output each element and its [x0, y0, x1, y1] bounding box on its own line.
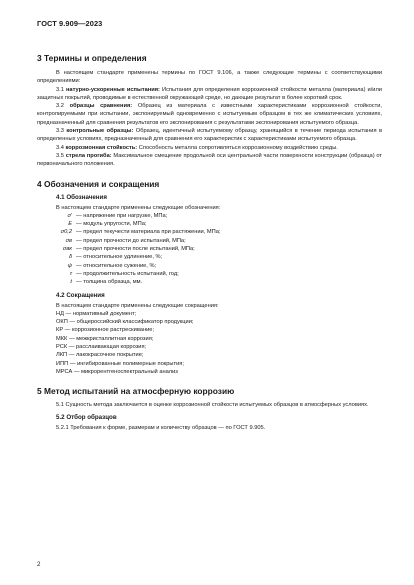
- subsection-4-1-intro: В настоящем стандарте применены следующие обозначения:: [56, 204, 221, 211]
- section-5-title: 5 Метод испытаний на атмосферную коррозию: [37, 386, 235, 397]
- page-content: [37, 53, 382, 432]
- term-3-2: [37, 102, 382, 127]
- term-definition: Образец из материала с известными характеристиками коррозионной стойкости, контролируемыми при испытании, экспонируемый одновременно с испытуемым образцом в тех же климатических условиях, предназначенный для сравнения результатов его экспонирования с результатами экспонирования испытуемого образца.: [37, 103, 382, 126]
- symbol: σ′: [67, 212, 72, 219]
- document-header: ГОСТ 9.909—2023: [37, 19, 103, 28]
- term-3-5: [37, 152, 382, 169]
- term-3-1: [37, 86, 382, 103]
- symbol: E: [68, 221, 72, 228]
- term-number: 3.5: [56, 152, 64, 159]
- term-name: образцы сравнения:: [69, 103, 133, 110]
- subsection-4-2-intro: В настоящем стандарте применены следующие сокращения:: [56, 302, 219, 309]
- symbol-row: [37, 220, 382, 228]
- term-definition: Способность металла сопротивляться коррозионному воздействию среды.: [138, 144, 338, 151]
- symbol-row: [37, 212, 382, 220]
- term-name: натурно-ускоренные испытания:: [65, 86, 160, 93]
- symbol-row: [37, 237, 382, 245]
- symbol-row: [37, 253, 382, 261]
- paragraph-5-1: 5.1 Сущность метода заключается в оценке коррозионной стойкости испытуемых образцов в атмосферных условиях.: [56, 402, 369, 409]
- symbol-description: — толщина образца, мм.: [76, 279, 143, 286]
- abbreviation-item: КР — коррозионное растрескивание;: [56, 327, 155, 334]
- term-name: коррозионная стойкость:: [65, 144, 138, 151]
- symbol-row: [37, 228, 382, 236]
- symbol-row: [37, 262, 382, 270]
- term-3-4: [37, 144, 382, 152]
- symbols-list: [37, 212, 382, 287]
- symbol-row: [37, 278, 382, 286]
- section-3-intro: В настоящем стандарте применены термины по ГОСТ 9.106, а также следующие термины с соответствующими определениями:: [37, 70, 382, 85]
- abbreviation-item: МРСА — микрорентгеноспектральный анализ: [56, 368, 178, 375]
- section-3-title: 3 Термины и определения: [37, 53, 147, 63]
- section-4-title: 4 Обозначения и сокращения: [37, 178, 160, 189]
- symbol-description: — относительное сужение, %;: [76, 262, 157, 269]
- paragraph-5-2-1: 5.2.1 Требования к форме, размерам и количеству образцов — по ГОСТ 9.905.: [56, 424, 266, 431]
- term-number: 3.1: [56, 86, 64, 93]
- symbol-description: — предел прочности до испытаний, МПа;: [76, 237, 186, 244]
- term-name: стрела прогиба:: [65, 152, 112, 159]
- symbol: σвк: [62, 246, 72, 253]
- abbreviation-item: ЛКП — лакокрасочное покрытие;: [56, 352, 144, 359]
- abbreviation-item: РСК — расслаивающая коррозия;: [56, 344, 147, 351]
- term-definition: Испытания для определения коррозионной стойкости металла (материала) и/или защитных покрытий, проводимые в естественной окружающей среде, но дающие результат в более короткий срок.: [37, 86, 382, 101]
- symbol-description: — продолжительность испытаний, год;: [76, 270, 179, 277]
- symbol: τ: [69, 270, 72, 277]
- symbol-description: — напряжение при нагрузке, МПа;: [76, 212, 168, 219]
- term-name: контрольные образцы:: [66, 128, 134, 135]
- term-number: 3.2: [56, 103, 64, 110]
- term-3-3: [37, 127, 382, 144]
- abbreviation-item: ИПП — ингибированные полимерные покрытия;: [56, 360, 184, 367]
- term-definition: Максимальное смещение продольной оси центральной части поверхности конструкции (образца) от первоначального положения.: [37, 152, 382, 168]
- symbol-description: — модуль упругости, МПа;: [76, 221, 147, 228]
- abbreviation-item: МКК — межкристаллитная коррозия;: [56, 335, 154, 342]
- symbol-description: — относительное удлинение, %;: [76, 254, 163, 261]
- symbol-description: — предел прочности после испытаний, МПа;: [76, 246, 195, 253]
- abbreviations-list: [37, 310, 382, 376]
- abbreviation-item: ОКП — общероссийский классификатор продукции;: [56, 319, 194, 326]
- page-number: 2: [37, 561, 41, 568]
- subsection-4-2-title: 4.2 Сокращения: [56, 291, 105, 299]
- abbreviation-item: НД — нормативный документ;: [56, 310, 137, 317]
- term-number: 3.3: [56, 128, 64, 135]
- symbol: σв: [65, 237, 72, 244]
- symbol: t: [70, 279, 72, 286]
- symbol: ψ: [67, 262, 72, 269]
- symbol: δ: [68, 254, 72, 261]
- symbol-row: [37, 270, 382, 278]
- subsection-4-1-title: 4.1 Обозначения: [56, 193, 107, 201]
- symbol-description: — предел текучести материала при растяжении, МПа;: [76, 229, 221, 236]
- term-number: 3.4: [56, 144, 64, 151]
- symbol: σ0,2: [60, 229, 72, 236]
- symbol-row: [37, 245, 382, 253]
- subsection-5-2-title: 5.2 Отбор образцов: [56, 413, 117, 421]
- term-definition: Образец, идентичный испытуемому образцу, хранящийся в течение периода испытания в определенных условиях, предназначенный для сравнения его характеристик с характеристиками испытуемого образца.: [37, 128, 382, 143]
